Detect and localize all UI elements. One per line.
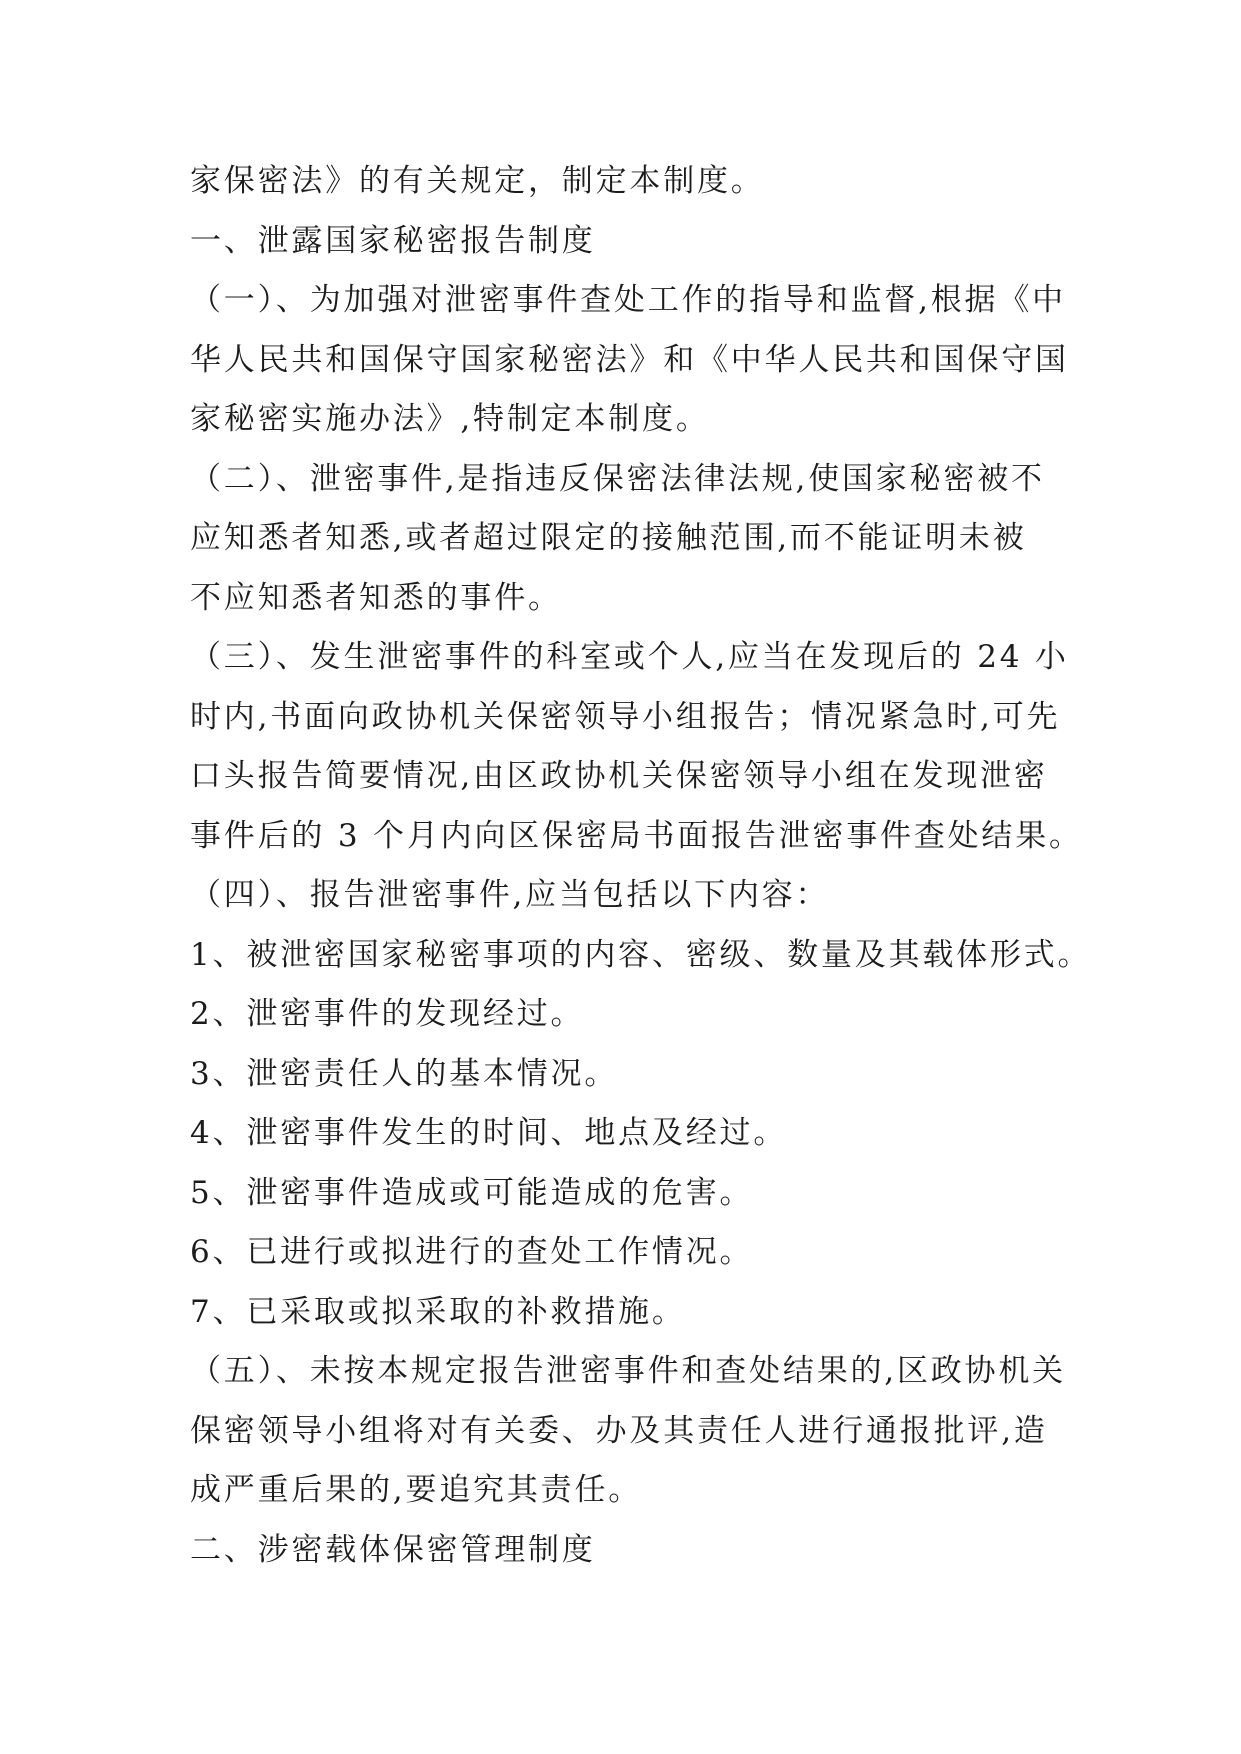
text-line: （一）、为加强对泄密事件查处工作的指导和监督,根据《中 [190, 282, 1066, 318]
text-line: 成严重后果的,要追究其责任。 [190, 1472, 643, 1508]
text-line: 应知悉者知悉,或者超过限定的接触范围,而不能证明未被 [190, 520, 1027, 556]
text-line: 家保密法》的有关规定，制定本制度。 [190, 163, 765, 199]
list-item: 4、泄密事件发生的时间、地点及经过。 [190, 1115, 788, 1151]
text-line: 口头报告简要情况,由区政协机关保密领导小组在发现泄密 [190, 758, 1048, 794]
text-line: 家秘密实施办法》,特制定本制度。 [190, 401, 710, 437]
text-line: 保密领导小组将对有关委、办及其责任人进行通报批评,造 [190, 1413, 1048, 1449]
text-line: 华人民共和国保守国家秘密法》和《中华人民共和国保守国 [190, 342, 1069, 378]
section-heading: 一、泄露国家秘密报告制度 [190, 223, 596, 259]
list-item: 2、泄密事件的发现经过。 [190, 996, 585, 1032]
text-line: （五）、未按本规定报告泄密事件和查处结果的,区政协机关 [190, 1353, 1066, 1389]
text-line: 时内,书面向政协机关保密领导小组报告；情况紧急时,可先 [190, 699, 1061, 735]
list-item: 6、已进行或拟进行的查处工作情况。 [190, 1234, 754, 1270]
text-line: （二）、泄密事件,是指违反保密法律法规,使国家秘密被不 [190, 461, 1045, 497]
text-line: （四）、报告泄密事件,应当包括以下内容： [190, 877, 830, 913]
text-line: 不应知悉者知悉的事件。 [190, 580, 562, 616]
text-line: 事件后的 3 个月内向区保密局书面报告泄密事件查处结果。 [190, 818, 1083, 854]
list-item: 7、已采取或拟采取的补救措施。 [190, 1294, 686, 1330]
list-item: 3、泄密责任人的基本情况。 [190, 1056, 619, 1092]
list-item: 5、泄密事件造成或可能造成的危害。 [190, 1175, 754, 1211]
text-line: （三）、发生泄密事件的科室或个人,应当在发现后的 24 小 [190, 639, 1069, 675]
list-item: 1、被泄密国家秘密事项的内容、密级、数量及其载体形式。 [190, 937, 1092, 973]
section-heading: 二、涉密载体保密管理制度 [190, 1532, 596, 1568]
